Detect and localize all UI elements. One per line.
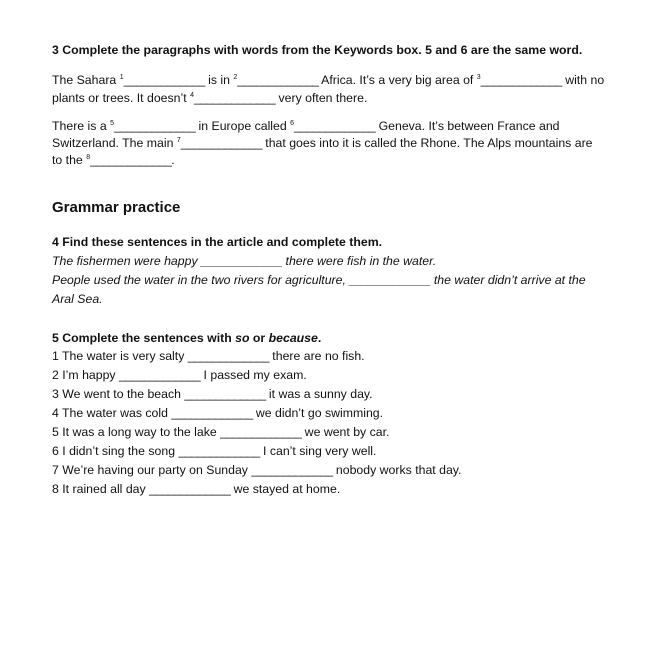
- gap-4[interactable]: _____________: [193, 91, 276, 105]
- gap-number: 3: [476, 74, 481, 81]
- ex4-sentence-2-cont: Aral Sea.: [52, 292, 103, 306]
- text: Africa. It’s a very big area of: [318, 73, 477, 87]
- gap-1[interactable]: _____________: [123, 73, 205, 87]
- gap-8[interactable]: _____________: [90, 153, 172, 167]
- gap-number: 6: [290, 120, 295, 127]
- gap-2[interactable]: _____________: [237, 73, 319, 87]
- ex3-paragraph2-line1: [52, 119, 560, 134]
- ex3-paragraph1-line2: [52, 91, 367, 106]
- text: there are no fish.: [268, 349, 365, 363]
- text: .: [171, 153, 175, 167]
- gap-number: 7: [176, 137, 181, 144]
- text: I passed my exam.: [200, 368, 307, 382]
- text: The fishermen were happy: [52, 254, 202, 268]
- gap[interactable]: _____________: [178, 444, 260, 458]
- ex3-paragraph2-line3: [52, 153, 175, 168]
- text: 7 We’re having our party on Sunday: [52, 463, 252, 477]
- text: Switzerland. The main: [52, 136, 177, 150]
- text: to the: [52, 153, 87, 167]
- ex4-sentence-1: [52, 254, 436, 269]
- text: or: [249, 331, 269, 345]
- gap[interactable]: _____________: [201, 254, 283, 268]
- gap[interactable]: _____________: [251, 463, 333, 477]
- gap[interactable]: _____________: [220, 425, 302, 439]
- text: in Europe called: [195, 119, 291, 133]
- text: .: [317, 331, 322, 345]
- gap[interactable]: _____________: [119, 368, 201, 382]
- ex5-item: [52, 463, 461, 478]
- gap-number: 2: [233, 74, 238, 81]
- text: There is a: [52, 119, 111, 133]
- ex4-sentence-2: [52, 273, 586, 288]
- text: we went by car.: [301, 425, 390, 439]
- text: with no: [561, 73, 605, 87]
- gap[interactable]: _____________: [184, 387, 266, 401]
- ex3-paragraph2-line2: [52, 136, 593, 151]
- text: nobody works that day.: [332, 463, 462, 477]
- exercise-4-heading: 4 Find these sentences in the article and complete them.: [52, 235, 383, 249]
- text: 8 It rained all day: [52, 482, 150, 496]
- gap[interactable]: _____________: [187, 349, 269, 363]
- gap-5[interactable]: _____________: [114, 119, 196, 133]
- section-title: Grammar practice: [52, 199, 181, 216]
- gap[interactable]: _____________: [349, 273, 431, 287]
- text: 2 I’m happy: [52, 368, 119, 382]
- text: very often there.: [275, 91, 368, 105]
- ex5-item: [52, 349, 365, 364]
- text: we stayed at home.: [230, 482, 341, 496]
- text: 3 We went to the beach: [52, 387, 185, 401]
- text: I can’t sing very well.: [259, 444, 377, 458]
- ex5-item: [52, 387, 373, 402]
- text: 5 Complete the sentences with: [52, 331, 236, 345]
- text: because: [268, 331, 318, 345]
- text: there were fish in the water.: [282, 254, 437, 268]
- gap-number: 8: [86, 154, 91, 161]
- gap-7[interactable]: _____________: [180, 136, 262, 150]
- ex5-item: [52, 444, 376, 459]
- gap-number: 4: [190, 92, 194, 99]
- ex5-item: [52, 406, 383, 421]
- text: 5 It was a long way to the lake: [52, 425, 221, 439]
- text: so: [235, 331, 250, 345]
- text: the water didn’t arrive at the: [430, 273, 586, 287]
- gap-6[interactable]: _____________: [294, 119, 376, 133]
- ex5-item: [52, 482, 340, 497]
- gap[interactable]: _____________: [149, 482, 231, 496]
- gap[interactable]: _____________: [171, 406, 253, 420]
- gap-number: 5: [110, 120, 114, 127]
- text: it was a sunny day.: [265, 387, 373, 401]
- exercise-5-heading: [52, 331, 321, 346]
- text: plants or trees. It doesn’t: [52, 91, 191, 105]
- text: that goes into it is called the Rhone. The Alps mountains are: [261, 136, 593, 150]
- text: 1 The water is very salty: [52, 349, 188, 363]
- text: is in: [204, 73, 234, 87]
- ex3-paragraph1-line1: [52, 73, 604, 88]
- text: The Sahara: [52, 73, 120, 87]
- exercise-3-heading: 3 Complete the paragraphs with words from the Keywords box. 5 and 6 are the same word.: [52, 43, 583, 57]
- ex5-item: [52, 368, 307, 383]
- text: 4 The water was cold: [52, 406, 172, 420]
- gap-3[interactable]: _____________: [480, 73, 562, 87]
- text: People used the water in the two rivers for agriculture,: [52, 273, 350, 287]
- gap-number: 1: [119, 74, 124, 81]
- text: Geneva. It’s between France and: [375, 119, 560, 133]
- ex5-item: [52, 425, 389, 440]
- text: 6 I didn’t sing the song: [52, 444, 179, 458]
- text: we didn’t go swimming.: [252, 406, 384, 420]
